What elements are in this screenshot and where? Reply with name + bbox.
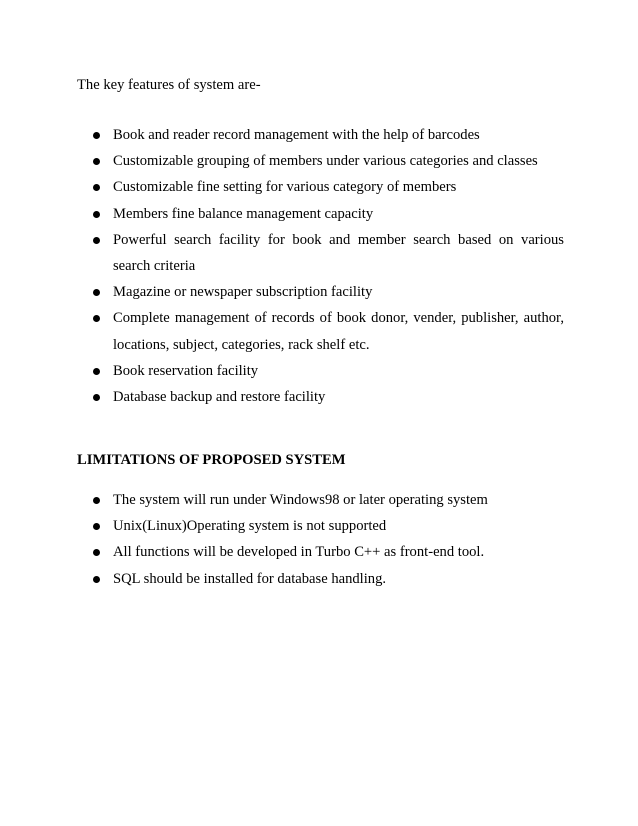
list-item-text: Powerful search facility for book and member search based on various search criteria bbox=[113, 231, 564, 275]
list-item bbox=[0, 513, 638, 539]
list-item bbox=[0, 358, 638, 384]
intro-text: The key features of system are- bbox=[77, 77, 261, 93]
bullet-icon bbox=[93, 523, 100, 530]
list-item bbox=[0, 174, 638, 200]
bullet-icon bbox=[93, 394, 100, 401]
list-item-text: SQL should be installed for database handling. bbox=[113, 570, 387, 587]
list-item bbox=[0, 487, 638, 513]
list-item bbox=[0, 566, 638, 592]
list-item-text: Complete management of records of book donor, vender, publisher, author, locations, subject, categories, rack shelf etc. bbox=[113, 310, 564, 353]
limitations-list bbox=[0, 487, 638, 592]
list-item-text: Database backup and restore facility bbox=[113, 389, 326, 406]
limitations-heading: LIMITATIONS OF PROPOSED SYSTEM bbox=[77, 452, 346, 468]
list-item-text: Members fine balance management capacity bbox=[113, 205, 374, 222]
bullet-icon bbox=[93, 368, 100, 375]
bullet-icon bbox=[93, 237, 100, 244]
bullet-icon bbox=[93, 132, 100, 139]
bullet-icon bbox=[93, 184, 100, 191]
list-item-text: The system will run under Windows98 or later operating system bbox=[113, 492, 488, 508]
list-item-text: Customizable fine setting for various category of members bbox=[113, 179, 457, 196]
list-item-text: All functions will be developed in Turbo C++ as front-end tool. bbox=[113, 544, 485, 561]
list-item bbox=[0, 305, 638, 357]
bullet-icon bbox=[93, 549, 100, 556]
list-item bbox=[0, 279, 638, 305]
list-item-text: Customizable grouping of members under various categories and classes bbox=[113, 153, 538, 170]
bullet-icon bbox=[93, 211, 100, 218]
list-item bbox=[0, 148, 638, 174]
list-item-text: Unix(Linux)Operating system is not supported bbox=[113, 518, 387, 535]
bullet-icon bbox=[93, 497, 100, 504]
list-item-text: Book and reader record management with the help of barcodes bbox=[113, 127, 480, 143]
list-item bbox=[0, 539, 638, 565]
list-item-text: Book reservation facility bbox=[113, 362, 259, 379]
list-item bbox=[0, 122, 638, 148]
bullet-icon bbox=[93, 576, 100, 583]
bullet-icon bbox=[93, 289, 100, 296]
list-item-text: Magazine or newspaper subscription facility bbox=[113, 284, 373, 301]
features-list bbox=[0, 122, 638, 410]
list-item bbox=[0, 384, 638, 410]
list-item bbox=[0, 201, 638, 227]
bullet-icon bbox=[93, 315, 100, 322]
list-item bbox=[0, 227, 638, 279]
bullet-icon bbox=[93, 158, 100, 165]
